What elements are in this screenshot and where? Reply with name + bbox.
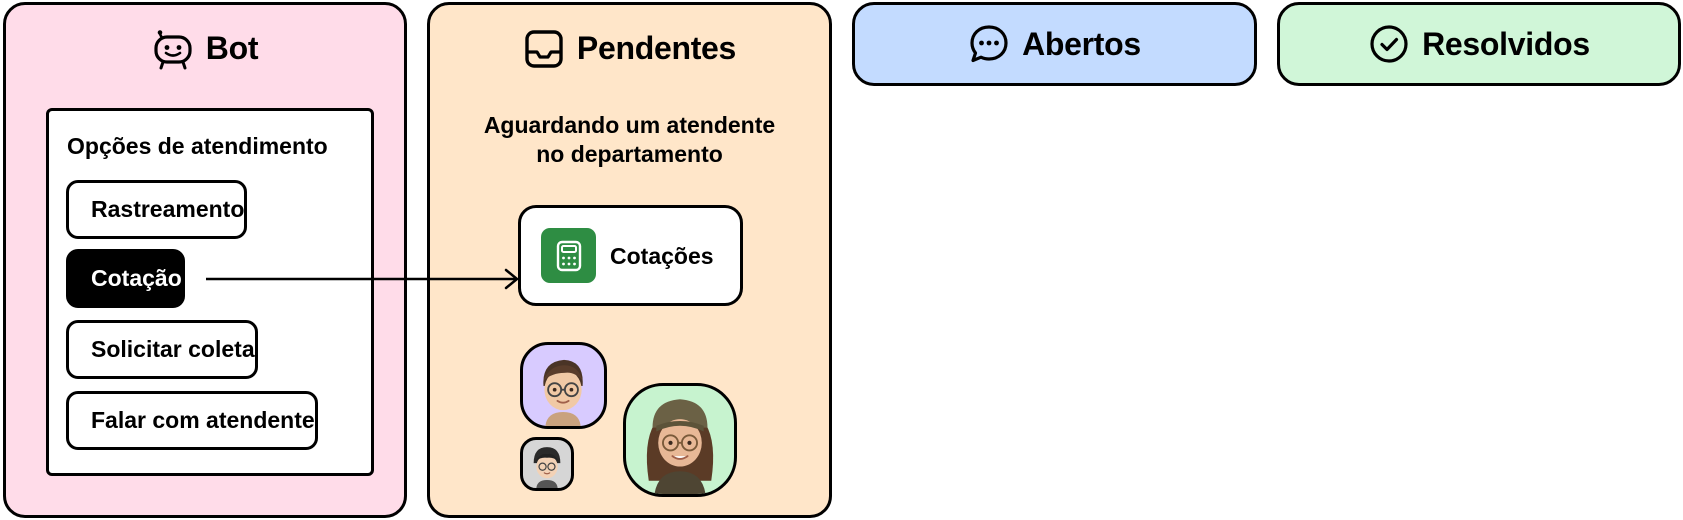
calculator-icon (541, 228, 596, 283)
column-bot (3, 2, 407, 518)
column-resolved (1277, 2, 1681, 86)
option-cotacao[interactable]: Cotação (66, 249, 185, 308)
column-resolved-title: Resolvidos (1422, 25, 1590, 62)
option-falar-com-atendente[interactable]: Falar com atendente (66, 391, 318, 450)
chat-bubble-icon (968, 23, 1010, 65)
column-open-header (855, 5, 1254, 83)
option-rastreamento[interactable]: Rastreamento (66, 180, 247, 239)
agent-avatar-female (623, 383, 737, 497)
waiting-message-line2: no departamento (536, 141, 723, 167)
column-pending-header (430, 5, 829, 92)
column-pending-title: Pendentes (576, 30, 737, 66)
option-solicitar-coleta[interactable]: Solicitar coleta (66, 320, 258, 379)
bot-icon (152, 28, 194, 70)
waiting-message (430, 111, 829, 169)
column-open-title: Abertos (1022, 25, 1141, 62)
service-options-title: Opções de atendimento (67, 133, 328, 159)
column-pending (427, 2, 832, 518)
column-open (852, 2, 1257, 86)
column-bot-header (6, 5, 404, 92)
inbox-icon (523, 28, 565, 70)
department-card[interactable] (518, 205, 743, 306)
service-options-panel (46, 108, 374, 476)
agent-avatar-small (520, 437, 574, 491)
column-bot-title: Bot (205, 30, 259, 66)
agent-avatar-male (520, 342, 607, 429)
department-label: Cotações (610, 243, 714, 269)
waiting-message-line1: Aguardando um atendente (483, 112, 776, 138)
check-circle-icon (1368, 23, 1410, 65)
column-resolved-header (1280, 5, 1678, 83)
